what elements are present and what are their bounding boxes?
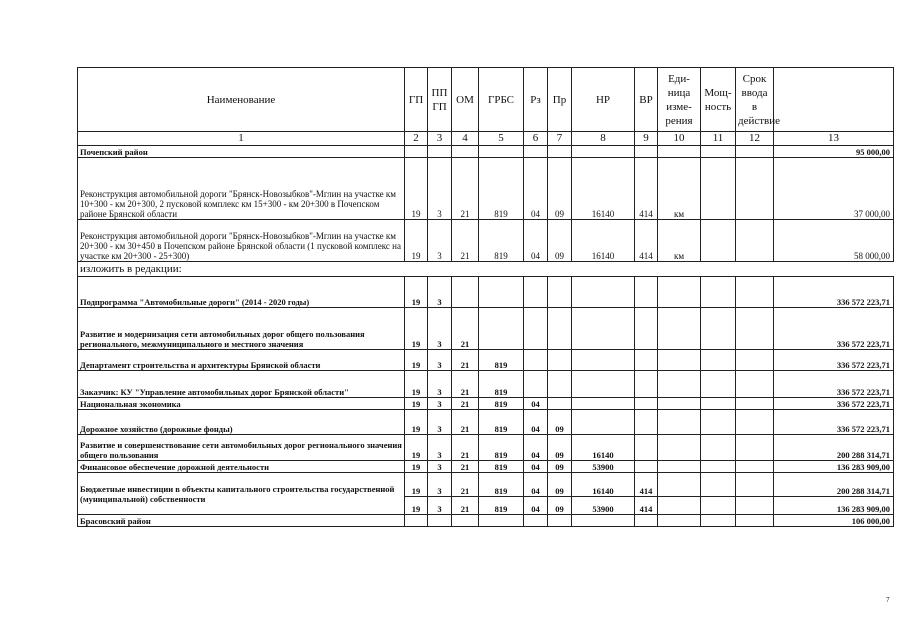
table-row [78,350,894,371]
column-number: 6 [524,132,548,146]
cell-rz: 04 [524,461,548,473]
cell-pr: 09 [548,220,572,262]
cell-power [701,277,736,308]
cell-grbs: 819 [479,398,524,410]
cell-rz: 04 [524,220,548,262]
cell-power [701,158,736,220]
cell-ppgp: 3 [428,158,452,220]
row-name: Почепский район [78,146,405,158]
table-row [78,410,894,435]
cell-grbs: 819 [479,158,524,220]
cell-ppgp: 3 [428,497,452,515]
row-name: Развитие и модернизация сети автомобильных дорог общего пользования регионального, межмуниципального и местного значения [78,308,405,350]
cell-grbs: 819 [479,435,524,461]
cell-gp: 19 [405,371,428,398]
cell-np: 53900 [572,461,635,473]
cell-gp [405,515,428,527]
row-name: Брасовский район [78,515,405,527]
cell-power [701,515,736,527]
cell-amount: 336 572 223,71 [774,410,894,435]
budget-table [77,67,894,527]
cell-pr: 09 [548,473,572,497]
table-row [78,461,894,473]
cell-term [736,277,774,308]
cell-vr [635,350,658,371]
cell-pr [548,515,572,527]
table-row [78,220,894,262]
cell-om: 21 [452,461,479,473]
cell-pr: 09 [548,461,572,473]
cell-np [572,350,635,371]
cell-vr [635,371,658,398]
cell-grbs: 819 [479,220,524,262]
column-number: 3 [428,132,452,146]
cell-om: 21 [452,398,479,410]
cell-unit [658,371,701,398]
cell-rz [524,371,548,398]
column-number: 1 [78,132,405,146]
row-name: Национальная экономика [78,398,405,410]
cell-ppgp: 3 [428,461,452,473]
cell-np [572,371,635,398]
cell-rz [524,277,548,308]
cell-unit [658,146,701,158]
page-number: 7 [886,596,890,604]
cell-unit [658,461,701,473]
cell-np: 16140 [572,220,635,262]
column-number: 7 [548,132,572,146]
header-rz: Рз [524,68,548,132]
header-amount [774,68,894,132]
cell-ppgp [428,515,452,527]
cell-pr [548,308,572,350]
cell-om [452,515,479,527]
header-row [78,68,894,132]
cell-term [736,515,774,527]
cell-om: 21 [452,158,479,220]
cell-gp: 19 [405,220,428,262]
table-row [78,277,894,308]
column-number: 9 [635,132,658,146]
cell-om: 21 [452,350,479,371]
cell-term [736,398,774,410]
cell-amount: 136 283 909,00 [774,497,894,515]
cell-np [572,515,635,527]
header-np: НР [572,68,635,132]
cell-amount: 336 572 223,71 [774,308,894,350]
cell-np [572,308,635,350]
cell-unit [658,277,701,308]
cell-vr [635,435,658,461]
cell-power [701,146,736,158]
cell-power [701,371,736,398]
cell-pr [548,350,572,371]
row-name: Дорожное хозяйство (дорожные фонды) [78,410,405,435]
cell-term [736,410,774,435]
column-number: 8 [572,132,635,146]
cell-vr [635,146,658,158]
cell-unit: км [658,158,701,220]
column-number: 2 [405,132,428,146]
header-pr: Пр [548,68,572,132]
cell-ppgp: 3 [428,371,452,398]
cell-amount: 200 288 314,71 [774,435,894,461]
column-number: 12 [736,132,774,146]
cell-power [701,308,736,350]
cell-ppgp [428,146,452,158]
cell-om: 21 [452,308,479,350]
cell-rz: 04 [524,497,548,515]
column-number: 10 [658,132,701,146]
cell-power [701,435,736,461]
cell-amount: 200 288 314,71 [774,473,894,497]
cell-om [452,277,479,308]
header-om: ОМ [452,68,479,132]
row-name: Реконструкция автомобильной дороги "Брянск-Новозыбков"-Мглин на участке км 10+300 - км 20+300, 2 пусковой комплекс км 15+300 - км 20+300 в Почепском районе Брянской области [78,158,405,220]
cell-grbs: 819 [479,350,524,371]
cell-vr: 414 [635,158,658,220]
cell-unit [658,410,701,435]
cell-gp: 19 [405,497,428,515]
cell-vr [635,398,658,410]
cell-term [736,371,774,398]
cell-np: 16140 [572,435,635,461]
cell-gp [405,146,428,158]
cell-vr [635,515,658,527]
row-name: Реконструкция автомобильной дороги "Брянск-Новозыбков"-Мглин на участке км 20+300 - км 30+450 в Почепском районе Брянской области (1 пусковой комплекс на участке км 20+300 - 25+300) [78,220,405,262]
cell-grbs [479,277,524,308]
cell-rz: 04 [524,435,548,461]
header-gp: ГП [405,68,428,132]
cell-ppgp: 3 [428,398,452,410]
cell-grbs: 819 [479,410,524,435]
header-term: Срок ввода в действие [736,68,774,132]
cell-pr: 09 [548,497,572,515]
cell-rz: 04 [524,410,548,435]
cell-amount: 136 283 909,00 [774,461,894,473]
cell-power [701,410,736,435]
cell-om: 21 [452,473,479,497]
cell-np [572,277,635,308]
cell-np [572,398,635,410]
cell-unit: км [658,220,701,262]
table-row [78,435,894,461]
cell-unit [658,473,701,497]
row-name: Департамент строительства и архитектуры Брянской области [78,350,405,371]
cell-vr [635,410,658,435]
cell-amount: 336 572 223,71 [774,398,894,410]
cell-om: 21 [452,220,479,262]
cell-amount: 95 000,00 [774,146,894,158]
cell-unit [658,515,701,527]
cell-term [736,350,774,371]
row-name: Заказчик: КУ "Управление автомобильных дорог Брянской области" [78,371,405,398]
cell-om: 21 [452,371,479,398]
cell-term [736,146,774,158]
cell-om: 21 [452,497,479,515]
cell-ppgp: 3 [428,435,452,461]
table-row [78,146,894,158]
cell-term [736,461,774,473]
cell-gp: 19 [405,308,428,350]
edit-note-row [78,262,894,277]
header-unit: Еди-ница изме-рения [658,68,701,132]
cell-vr [635,461,658,473]
cell-pr [548,277,572,308]
cell-pr: 09 [548,435,572,461]
header-vr: ВР [635,68,658,132]
header-grbs: ГРБС [479,68,524,132]
cell-grbs [479,308,524,350]
cell-gp: 19 [405,398,428,410]
table-row [78,308,894,350]
cell-grbs [479,146,524,158]
cell-amount: 336 572 223,71 [774,350,894,371]
cell-vr [635,308,658,350]
cell-grbs [479,515,524,527]
cell-pr [548,398,572,410]
cell-power [701,497,736,515]
cell-amount: 106 000,00 [774,515,894,527]
cell-gp: 19 [405,158,428,220]
column-number: 5 [479,132,524,146]
cell-gp: 19 [405,435,428,461]
cell-unit [658,350,701,371]
cell-rz [524,350,548,371]
cell-ppgp: 3 [428,473,452,497]
cell-vr: 414 [635,497,658,515]
table-row [78,371,894,398]
cell-ppgp: 3 [428,308,452,350]
cell-np: 16140 [572,473,635,497]
cell-np: 53900 [572,497,635,515]
table-row [78,398,894,410]
header-ppgp: ПП ГП [428,68,452,132]
cell-gp: 19 [405,350,428,371]
row-name: Развитие и совершенствование сети автомобильных дорог регионального значения общего пользования [78,435,405,461]
cell-rz: 04 [524,473,548,497]
cell-term [736,435,774,461]
cell-amount: 37 000,00 [774,158,894,220]
cell-gp: 19 [405,461,428,473]
cell-grbs: 819 [479,371,524,398]
cell-rz: 04 [524,158,548,220]
cell-gp: 19 [405,410,428,435]
row-name: Финансовое обеспечение дорожной деятельности [78,461,405,473]
cell-unit [658,435,701,461]
cell-np: 16140 [572,158,635,220]
cell-grbs: 819 [479,497,524,515]
column-number: 4 [452,132,479,146]
cell-vr: 414 [635,473,658,497]
cell-om [452,146,479,158]
cell-power [701,461,736,473]
cell-ppgp: 3 [428,220,452,262]
cell-om: 21 [452,435,479,461]
cell-np [572,410,635,435]
cell-pr: 09 [548,158,572,220]
cell-ppgp: 3 [428,350,452,371]
cell-gp: 19 [405,473,428,497]
cell-power [701,473,736,497]
cell-amount: 336 572 223,71 [774,371,894,398]
table-row [78,473,894,497]
cell-pr: 09 [548,410,572,435]
cell-om: 21 [452,410,479,435]
cell-np [572,146,635,158]
cell-vr: 414 [635,220,658,262]
cell-rz [524,308,548,350]
cell-grbs: 819 [479,473,524,497]
cell-unit [658,398,701,410]
edit-note: изложить в редакции: [78,262,894,277]
cell-unit [658,497,701,515]
row-name: Подпрограмма "Автомобильные дороги" (2014 - 2020 годы) [78,277,405,308]
cell-unit [658,308,701,350]
cell-amount: 336 572 223,71 [774,277,894,308]
cell-power [701,350,736,371]
cell-term [736,220,774,262]
cell-grbs: 819 [479,461,524,473]
cell-rz [524,146,548,158]
cell-term [736,473,774,497]
cell-ppgp: 3 [428,277,452,308]
cell-power [701,220,736,262]
cell-pr [548,371,572,398]
cell-rz: 04 [524,398,548,410]
header-name: Наименование [78,68,405,132]
cell-gp: 19 [405,277,428,308]
cell-amount: 58 000,00 [774,220,894,262]
cell-term [736,308,774,350]
column-number: 13 [774,132,894,146]
column-number-row [78,132,894,146]
row-name: Бюджетные инвестиции в объекты капитального строительства государственной (муниципальной) собственности [78,473,405,515]
header-power: Мощ-ность [701,68,736,132]
table-row [78,158,894,220]
cell-vr [635,277,658,308]
cell-rz [524,515,548,527]
table-row [78,515,894,527]
cell-pr [548,146,572,158]
column-number: 11 [701,132,736,146]
cell-ppgp: 3 [428,410,452,435]
cell-term [736,497,774,515]
cell-term [736,158,774,220]
cell-power [701,398,736,410]
